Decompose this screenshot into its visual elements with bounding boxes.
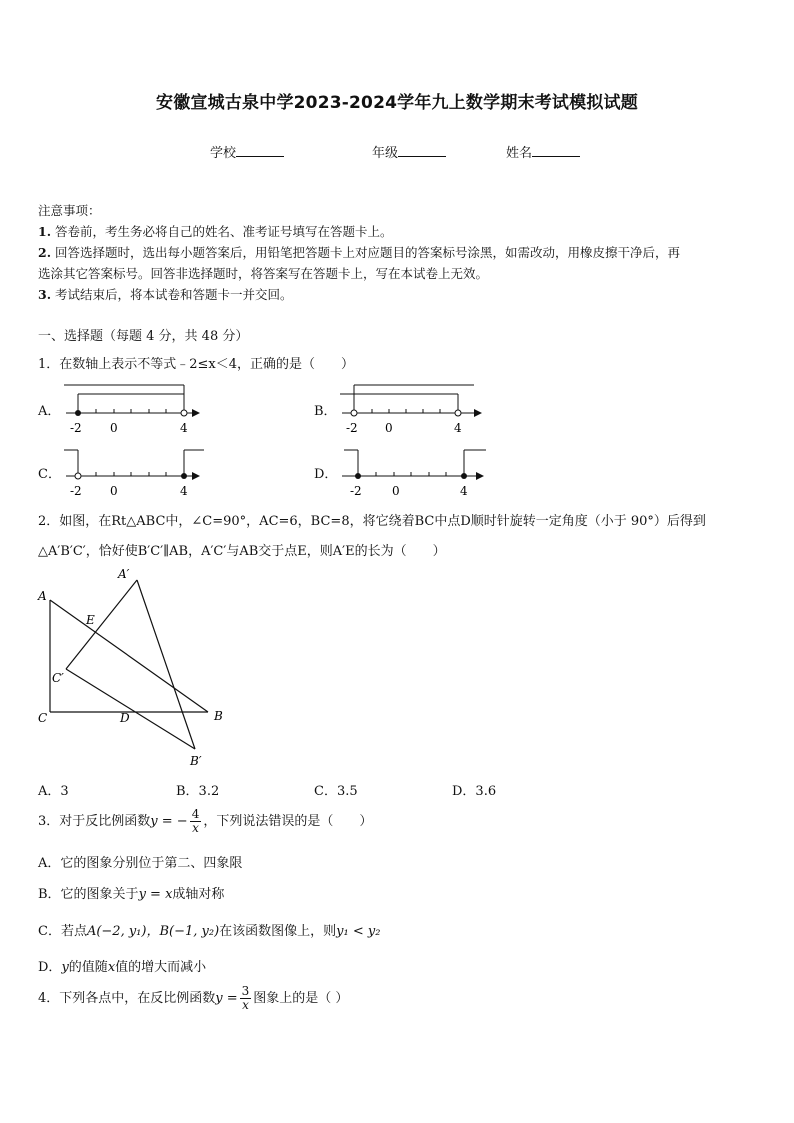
school-field[interactable] <box>210 142 284 161</box>
q2-option-b: B．3.2 <box>176 784 220 799</box>
q1-numberline-c <box>60 445 210 500</box>
note-1: 1. 答卷前，考生务必将自己的姓名、准考证号填写在答题卡上。 <box>38 224 393 239</box>
point-label-d: D <box>120 711 130 725</box>
point-label-c-prime: C′ <box>52 671 64 685</box>
tick-label: 4 <box>454 421 462 435</box>
q2-stem-line1: 2．如图，在Rt△ABC中，∠C=90°，AC=6，BC=8，将它绕着BC中点D顺时针旋转一定角度（小于 90°）后得到 <box>38 514 706 529</box>
tick-label: 0 <box>110 421 118 435</box>
q4-fraction: $\frac{3}{x}$ <box>241 984 250 1012</box>
name-field[interactable] <box>506 142 580 161</box>
q1-numberline-a <box>60 380 210 440</box>
tick-label: 4 <box>460 484 468 498</box>
q1-option-a-label: A． <box>38 404 61 419</box>
q2-stem-line2: △A′B′C′，恰好使B′C′∥AB，A′C′与AB交于点E，则A′E的长为（ ） <box>38 544 446 559</box>
q3-option-a: A．它的图象分别位于第二、四象限 <box>38 856 243 871</box>
q1-numberline-b <box>336 380 496 440</box>
note-2-cont: 选涂其它答案标号。回答非选择题时，将答案写在答题卡上，写在本试卷上无效。 <box>38 266 489 281</box>
point-label-b: B <box>214 709 223 723</box>
page-title: 安徽宣城古泉中学2023-2024学年九上数学期末考试模拟试题 <box>156 93 638 113</box>
q3-function: y = − <box>150 814 188 829</box>
point-label-e: E <box>86 613 95 627</box>
name-label: 姓名 <box>506 146 533 161</box>
q1-numberline-d <box>336 445 496 500</box>
school-label: 学校 <box>210 146 237 161</box>
point-label-b-prime: B′ <box>190 754 202 768</box>
tick-label: 4 <box>180 484 188 498</box>
tick-label: -2 <box>70 484 82 498</box>
tick-label: 0 <box>385 421 393 435</box>
tick-label: 0 <box>110 484 118 498</box>
q3-option-b: B．它的图象关于y = x成轴对称 <box>38 887 225 902</box>
q2-option-c: C．3.5 <box>314 784 358 799</box>
q3-option-c: C．若点A(−2, y₁)，B(−1, y₂)在该函数图像上，则y₁ < y₂ <box>38 924 381 939</box>
tick-label: -2 <box>350 484 362 498</box>
point-label-a-prime: A′ <box>118 567 130 581</box>
q3-stem: 3．对于反比例函数y = − $\frac{4}{x}$ ，下列说法错误的是（ ） <box>38 807 373 835</box>
q2-figure <box>30 562 240 772</box>
tick-label: 4 <box>180 421 188 435</box>
tick-label: -2 <box>346 421 358 435</box>
point-label-a: A <box>38 589 47 603</box>
tick-label: 0 <box>392 484 400 498</box>
note-3: 3. 考试结束后，将本试卷和答题卡一并交回。 <box>38 287 293 302</box>
q4-stem: 4．下列各点中，在反比例函数y = $\frac{3}{x}$ 图象上的是（ ） <box>38 984 349 1012</box>
q2-option-a: A．3 <box>38 784 69 799</box>
grade-label: 年级 <box>372 146 399 161</box>
point-label-c: C <box>38 711 48 725</box>
q3-fraction: $\frac{4}{x}$ <box>191 807 200 835</box>
q1-option-d-label: D． <box>314 467 338 482</box>
grade-field[interactable] <box>372 142 446 161</box>
q1-stem: 1．在数轴上表示不等式﹣2≤x＜4，正确的是（ ） <box>38 357 355 372</box>
q1-option-b-label: B． <box>314 404 337 419</box>
q2-option-d: D．3.6 <box>452 784 497 799</box>
q3-option-d: D．y的值随x值的增大而减小 <box>38 960 207 975</box>
section-heading: 一、选择题（每题 4 分，共 48 分） <box>38 329 249 344</box>
note-2: 2. 回答选择题时，选出每小题答案后，用铅笔把答题卡上对应题目的答案标号涂黑，如需改动，用橡皮擦干净后，再 <box>38 245 681 260</box>
q1-option-c-label: C． <box>38 467 61 482</box>
tick-label: -2 <box>70 421 82 435</box>
notes-heading: 注意事项： <box>38 203 101 218</box>
q4-function: y = <box>215 991 238 1006</box>
